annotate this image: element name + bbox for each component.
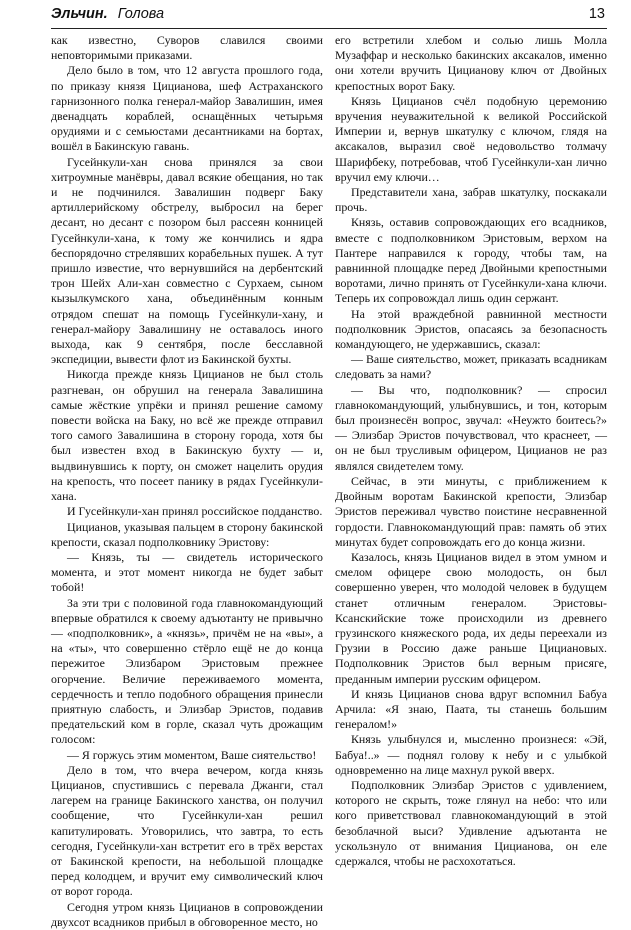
paragraph: Подполковник Элизбар Эристов с удивлением, которого не скрыть, тоже глянул на небо: что или кого приветствовал главнокомандующий в этой безоблачной выси? Удивление адъютанта не ускользнуло от внимания Цицианова, он еле сдержался, чтобы не расхохотаться.: [335, 777, 607, 868]
paragraph: Представители хана, забрав шкатулку, поскакали прочь.: [335, 185, 607, 215]
paragraph: Дело в том, что вчера вечером, когда князь Цицианов, спустившись с перевала Джанги, стал лагерем на границе Бакинского ханства, он получил сообщение, что Гусейнкули-хан решил капитулировать. Уговорились, что завтра, то есть сегодня, Гусейнкули-хан встретит его в трёх верстах от Бакинской крепости, на небольшой площадке перед колодцем, и вручит ему символический ключ от ворот города.: [51, 762, 323, 899]
paragraph: как известно, Суворов славился своими неповторимыми приказами.: [51, 33, 323, 63]
paragraph: За эти три с половиной года главнокомандующий впервые обратился к своему адъютанту не привычно — «подполковник», а «князь», причём не на «вы», а на «ты», что совершенно стёрло ещё не до конца пережитое Элизбаром Эристовым прежнее огорчение. Величие переживаемого момента, сердечность и тепло подобного обращения принесли приятную слабость, и Элизбар Эристов, подавив предательский ком в горле, сказал чуть дрожащим голосом:: [51, 595, 323, 747]
paragraph: Князь улыбнулся и, мысленно произнеся: «Эй, Бабуа!..» — поднял голову к небу и с улыбкой одновременно на лице махнул рукой вверх.: [335, 732, 607, 777]
paragraph: его встретили хлебом и солью лишь Молла Музаффар и несколько бакинских аксакалов, именно они хотели вручить Цицианову ключ от Двойных крепостных ворот Баку.: [335, 33, 607, 93]
paragraph: Никогда прежде князь Цицианов не был столь разгневан, он обрушил на генерала Завалишина самые жёсткие упрёки и принял решение самому повести войска на Баку, но всё же прежде отправил того самого Завалишина в сторону города, хотя бы был известен вход в Бакинскую бухту — и, выдвинувшись к порту, он сможет нацелить орудия на крепость, что посеет панику в рядах Гусейнкули-хана.: [51, 367, 323, 504]
paragraph: — Ваше сиятельство, может, приказать всадникам следовать за нами?: [335, 352, 607, 382]
paragraph: Сейчас, в эти минуты, с приближением к Двойным воротам Бакинской крепости, Элизбар Эристов переживал чувство поистине несравненной гордости. Главнокомандующий прав: память об этих минутах будет сопровождать его до конца жизни.: [335, 473, 607, 549]
paragraph: И Гусейнкули-хан принял российское подданство.: [67, 504, 323, 519]
paragraph: — Вы что, подполковник? — спросил главнокомандующий, улыбнувшись, и тон, которым был произнесён вопрос, звучал: «Неужто боитесь?» — Элизбар Эристов почувствовал, что краснеет, — он не был трусливым офицером, Цицианов не раз являлся свидетелем тому.: [335, 382, 607, 473]
page-number: 13: [588, 6, 605, 22]
header-title: Голова: [117, 6, 165, 22]
header-rule: [51, 28, 607, 29]
paragraph: Цицианов, указывая пальцем в сторону бакинской крепости, сказал подполковнику Эристову:: [51, 519, 323, 549]
left-column: [51, 33, 323, 929]
paragraph: — Я горжусь этим моментом, Ваше сиятельство!: [67, 747, 317, 762]
paragraph: Казалось, князь Цицианов видел в этом умном и смелом офицере свою молодость, он был совершенно уверен, что молодой человек в будущем станет отличным генералом. Эристовы-Ксанскийские тоже происходили из древнего грузинского княжеского рода, их деды переехали из Грузии в Россию даже раньше Цициановых. Подполковник Эристов был верным присяге, преданным империи русским офицером.: [335, 549, 607, 686]
paragraph: На этой враждебной равнинной местности подполковник Эристов, опасаясь за безопасность командующего, не удержавшись, сказал:: [335, 306, 607, 352]
header-author: Эльчин.: [51, 6, 108, 22]
paragraph: И князь Цицианов снова вдруг вспомнил Бабуа Арчила: «Я знаю, Паата, ты станешь большим генералом!»: [335, 686, 607, 732]
paragraph: Князь, оставив сопровождающих его всадников, вместе с подполковником Эристовым, верхом на Пантере направился к городу, чтобы там, на равнинной площадке перед Двойными крепостными воротами, лично принять от Гусейнкули-хана ключи. Теперь их сопровождал лишь один сержант.: [335, 215, 607, 306]
text-columns: [51, 33, 607, 929]
paragraph: Сегодня утром князь Цицианов в сопровождении двухсот всадников прибыл в обговоренное место, но: [51, 899, 323, 929]
paragraph: Дело было в том, что 12 августа прошлого года, по приказу князя Цицианова, шеф Астраханского гарнизонного полка генерал-майор Завалишин, имея двенадцать кораблей, оснащённых четырьмя орудиями и с семьюстами десантниками на бортах, вошёл в Бакинскую гавань.: [51, 63, 323, 154]
paragraph: Князь Цицианов счёл подобную церемонию вручения неуважительной к великой Российской Империи и, вернув шкатулку с ключом, глядя на аксакалов, выразил своё недовольство толмачу Шарифбеку, потребовав, чтоб Гусейнкули-хан лично вручил ему ключи…: [335, 93, 607, 184]
running-header: [51, 6, 607, 30]
paragraph: Гусейнкули-хан снова принялся за свои хитроумные манёвры, давал всякие обещания, но так и не подчинился. Завалишин подверг Баку артиллерийскому обстрелу, выбросил на берег десант, но десант с позором был рассеян конницей Гусейнкули-хана, к тому же кончились и ядра беспорядочно стрелявших корабельных пушек. А тут пришло известие, что вернувшийся на дербентский трон Шейх Али-хан совместно с Сурхаем, сыном кызылкумского хана, объединённым конным отрядом спешат на помощь Гусейнкули-хану, и генерал-майору Завалишину не оставалось иного выхода, как 9 сентября, после бесславной экспедиции, вывести флот из Бакинской бухты.: [51, 154, 323, 367]
right-column: [335, 33, 607, 868]
paragraph: — Князь, ты — свидетель исторического момента, и этот момент никогда не будет забыт тобой!: [51, 549, 323, 595]
